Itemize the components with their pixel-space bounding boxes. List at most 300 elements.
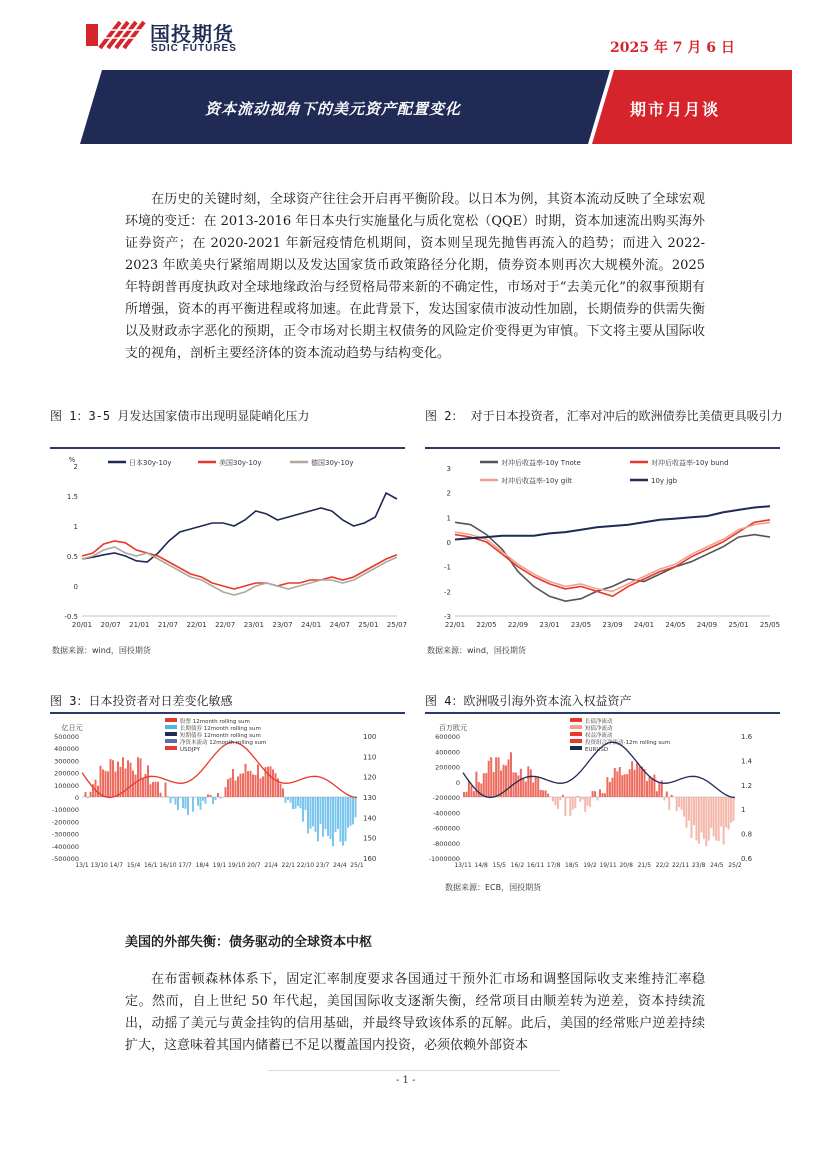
figure-3-rule bbox=[50, 712, 405, 714]
figure-2-caption: 图 2： 对于日本投资者，汇率对冲后的欧洲债券比美债更具吸引力 bbox=[425, 409, 783, 423]
legend-label: USDJPY bbox=[180, 747, 200, 753]
bar bbox=[225, 787, 227, 797]
y-tick-label: -3 bbox=[444, 613, 451, 621]
y-tick-label: 100000 bbox=[54, 781, 79, 790]
report-title: 资本流动视角下的美元资产配置变化 bbox=[205, 100, 462, 118]
legend-label: 短债净流动 bbox=[585, 726, 613, 732]
bar bbox=[305, 797, 307, 810]
bar bbox=[475, 772, 477, 797]
y-tick-label: 0 bbox=[446, 539, 451, 547]
bar bbox=[195, 797, 197, 798]
bar bbox=[262, 776, 264, 797]
bar bbox=[332, 797, 334, 846]
x-tick-label: 23/7 bbox=[315, 862, 330, 869]
bar bbox=[280, 784, 282, 798]
figure-3-caption: 图 3：日本投资者对日差变化敏感 bbox=[50, 694, 233, 708]
legend-swatch bbox=[165, 718, 177, 722]
x-tick-label: 18/4 bbox=[195, 862, 210, 869]
bar bbox=[594, 791, 596, 797]
bar bbox=[165, 783, 167, 797]
sdic-logo-mark-icon bbox=[86, 18, 146, 52]
bar bbox=[200, 797, 202, 810]
bar bbox=[557, 797, 559, 809]
bar bbox=[272, 769, 274, 797]
bar bbox=[267, 767, 269, 797]
y-tick-label: 2 bbox=[446, 489, 451, 498]
bar bbox=[242, 773, 244, 797]
bar bbox=[297, 797, 299, 806]
bar bbox=[517, 775, 519, 797]
legend-swatch bbox=[165, 725, 177, 729]
x-tick-label: 25/01 bbox=[728, 621, 749, 629]
bar bbox=[532, 783, 534, 798]
bar bbox=[639, 767, 641, 798]
bar bbox=[611, 778, 613, 797]
bar bbox=[619, 767, 621, 797]
x-tick-label: 21/01 bbox=[129, 621, 150, 629]
bar bbox=[327, 797, 329, 836]
x-tick-label: 22/01 bbox=[186, 621, 207, 629]
bar bbox=[535, 777, 537, 797]
bar bbox=[646, 781, 648, 797]
bar bbox=[257, 765, 259, 797]
bar bbox=[730, 797, 732, 823]
bar bbox=[584, 797, 586, 812]
figure-1-caption: 图 1：3-5 月发达国家债市出现明显陡峭化压力 bbox=[50, 409, 310, 423]
x-tick-label: 19/10 bbox=[228, 862, 246, 869]
x-tick-label: 24/01 bbox=[300, 621, 322, 629]
legend-label: 对冲后收益率-10y Tnote bbox=[501, 459, 581, 467]
bar bbox=[609, 782, 611, 797]
y2-tick-label: 110 bbox=[363, 753, 377, 762]
column-name: 期市月月谈 bbox=[630, 100, 721, 119]
bar bbox=[285, 797, 287, 803]
bar bbox=[355, 797, 357, 817]
series-line bbox=[455, 522, 770, 591]
bar bbox=[175, 797, 177, 805]
bar bbox=[597, 797, 599, 800]
bar bbox=[255, 775, 257, 797]
series-line bbox=[455, 522, 770, 601]
y2-tick-label: 160 bbox=[363, 855, 377, 863]
intro-paragraph: 在历史的关键时刻，全球资产往往会开启再平衡阶段。以日本为例，其资本流动反映了全球宏观环境的变迁：在 2013-2016 年日本央行实施量化与质化宽松（QQE）时期，资本加速流出购买海外证券资产；在 2020-2021 年新冠疫情危机期间，资本则呈现先抛售再流入的趋势；而进入 2022-2023 年欧美央行紧缩周期以及发达国家货币政策路径分化期，债券资本则再次大规模外流。2025 年特朗普再度执政对全球地缘政治与经贸格局带来新的不确定性，市场对于“去美元化”的叙事预期有所增强，资本的再平衡进程或将加速。在此背景下，发达国家债市波动性加剧，长期债券的供需失衡以及财政赤字恶化的预期，正令市场对长期主权债务的风险定价变得更为审慎。下文将主要从国际收支的视角，剖析主要经济体的资本流动趋势与结构变化。 bbox=[125, 192, 705, 361]
bar bbox=[686, 797, 688, 828]
bar bbox=[537, 776, 539, 797]
x-tick-label: 19/11 bbox=[599, 862, 617, 869]
x-tick-label: 25/01 bbox=[358, 621, 379, 629]
bar bbox=[641, 767, 643, 798]
bar bbox=[725, 797, 727, 827]
bar bbox=[683, 797, 685, 817]
bar bbox=[155, 782, 157, 797]
y-tick-label: -800000 bbox=[432, 839, 460, 848]
y-unit-label: 亿日元 bbox=[61, 724, 83, 732]
bar bbox=[170, 797, 172, 803]
bar bbox=[252, 774, 254, 797]
x-tick-label: 21/07 bbox=[157, 621, 179, 629]
bar bbox=[325, 797, 327, 829]
bar bbox=[140, 758, 142, 797]
y-tick-label: -1 bbox=[444, 563, 451, 572]
bar bbox=[180, 797, 182, 798]
bar bbox=[574, 797, 576, 808]
bar bbox=[579, 797, 581, 802]
bar bbox=[147, 765, 149, 797]
y-tick-label: -300000 bbox=[51, 830, 79, 839]
y-tick-label: -0.5 bbox=[64, 613, 78, 621]
bar bbox=[322, 797, 324, 837]
bar bbox=[235, 781, 237, 798]
bar bbox=[710, 797, 712, 828]
x-tick-label: 13/10 bbox=[90, 862, 108, 869]
x-tick-label: 16/2 bbox=[510, 862, 525, 869]
x-tick-label: 21/5 bbox=[637, 862, 652, 869]
x-tick-label: 13/11 bbox=[454, 862, 472, 869]
x-tick-label: 20/01 bbox=[71, 621, 93, 629]
bar bbox=[162, 797, 164, 798]
y2-tick-label: 100 bbox=[363, 733, 377, 741]
bar bbox=[691, 797, 693, 838]
y2-tick-label: 1.4 bbox=[741, 757, 753, 766]
figure-4-caption: 图 4：欧洲吸引海外资本流入权益资产 bbox=[425, 694, 632, 708]
x-tick-label: 19/1 bbox=[212, 862, 227, 869]
bar bbox=[547, 794, 549, 797]
y-tick-label: -100000 bbox=[51, 806, 79, 815]
logo bbox=[86, 16, 246, 56]
bar bbox=[220, 797, 222, 799]
x-tick-label: 22/11 bbox=[671, 862, 690, 869]
bar bbox=[644, 769, 646, 797]
y-tick-label: 600000 bbox=[435, 733, 460, 741]
legend-swatch bbox=[570, 732, 582, 736]
bar bbox=[592, 791, 594, 797]
bar bbox=[335, 797, 337, 832]
bar bbox=[275, 773, 277, 797]
bar bbox=[192, 797, 194, 812]
logo-chinese-name: 国投期货 bbox=[150, 22, 234, 46]
bar bbox=[182, 797, 184, 808]
bar bbox=[90, 792, 92, 797]
bar bbox=[634, 770, 636, 797]
bar bbox=[85, 792, 87, 797]
x-tick-label: 23/8 bbox=[691, 862, 706, 869]
bar bbox=[522, 779, 524, 797]
bar bbox=[490, 757, 492, 797]
bar bbox=[606, 777, 608, 797]
legend-label: 股票 12month rolling sum bbox=[180, 719, 250, 725]
bar bbox=[160, 793, 162, 797]
legend-swatch bbox=[570, 718, 582, 722]
x-tick-label: 22/10 bbox=[296, 862, 315, 869]
bar bbox=[508, 759, 510, 797]
bar bbox=[493, 772, 495, 797]
bar bbox=[100, 766, 102, 797]
bar bbox=[352, 797, 354, 824]
bar bbox=[485, 773, 487, 797]
bar bbox=[282, 788, 284, 797]
legend-label: 德国30y-10y bbox=[311, 459, 354, 467]
bar bbox=[626, 774, 628, 797]
bar bbox=[87, 797, 89, 798]
x-tick-label: 17/8 bbox=[546, 862, 561, 869]
bar bbox=[217, 793, 219, 797]
x-tick-label: 20/7 bbox=[247, 862, 261, 869]
y2-tick-label: 0.8 bbox=[741, 830, 753, 839]
figure-1-chart bbox=[50, 452, 408, 637]
bar bbox=[202, 797, 204, 801]
bar bbox=[668, 797, 670, 810]
bar bbox=[210, 795, 212, 797]
bar bbox=[505, 766, 507, 798]
bar bbox=[340, 797, 342, 842]
bar bbox=[572, 797, 574, 810]
figure-2-source: 数据来源：wind，国投期货 bbox=[427, 646, 526, 655]
x-tick-label: 22/07 bbox=[215, 621, 236, 629]
report-date: 2025 年 7 月 6 日 bbox=[610, 40, 735, 56]
bar bbox=[112, 760, 114, 797]
bar bbox=[525, 782, 527, 798]
bar bbox=[693, 797, 695, 825]
bar bbox=[498, 757, 500, 797]
bar bbox=[237, 776, 239, 797]
bar bbox=[629, 769, 631, 797]
y-tick-label: 0 bbox=[73, 583, 78, 591]
bar bbox=[270, 766, 272, 797]
bar bbox=[127, 760, 129, 797]
x-tick-label: 17/7 bbox=[178, 862, 192, 869]
legend-label: 美国30y-10y bbox=[219, 459, 262, 467]
legend-swatch bbox=[165, 732, 177, 736]
y-tick-label: -2 bbox=[444, 588, 451, 597]
bar bbox=[614, 768, 616, 797]
bar bbox=[300, 797, 302, 808]
x-tick-label: 16/11 bbox=[526, 862, 545, 869]
x-tick-label: 21/4 bbox=[264, 862, 278, 869]
legend-swatch bbox=[570, 739, 582, 743]
bar bbox=[295, 797, 297, 809]
figure-1-source: 数据来源：wind，国投期货 bbox=[52, 646, 151, 655]
x-tick-label: 24/5 bbox=[710, 862, 724, 869]
bar bbox=[130, 763, 132, 797]
x-tick-label: 23/01 bbox=[243, 621, 264, 629]
legend-label: 10y jgb bbox=[651, 477, 678, 485]
bar bbox=[681, 797, 683, 810]
bar bbox=[245, 764, 247, 797]
x-tick-label: 15/5 bbox=[492, 862, 507, 869]
bar bbox=[478, 782, 480, 797]
y2-tick-label: 120 bbox=[363, 773, 377, 782]
y2-tick-label: 0.6 bbox=[741, 855, 753, 863]
series-line bbox=[82, 493, 397, 562]
bar bbox=[599, 789, 601, 797]
bar bbox=[207, 794, 209, 797]
x-tick-label: 23/09 bbox=[602, 621, 623, 629]
logo-english-name: SDIC FUTURES bbox=[151, 43, 237, 54]
bar bbox=[520, 769, 522, 797]
x-tick-label: 24/07 bbox=[329, 621, 350, 629]
x-tick-label: 16/1 bbox=[144, 862, 158, 869]
bar bbox=[483, 773, 485, 797]
bar bbox=[240, 774, 242, 797]
bar bbox=[577, 796, 579, 797]
bar bbox=[542, 790, 544, 797]
bar bbox=[312, 797, 314, 826]
y2-tick-label: 150 bbox=[363, 834, 377, 843]
x-tick-label: 22/05 bbox=[476, 621, 497, 629]
bar bbox=[230, 778, 232, 797]
y-tick-label: -400000 bbox=[51, 842, 79, 851]
bar bbox=[345, 797, 347, 841]
bar bbox=[105, 771, 107, 797]
bar bbox=[723, 797, 725, 844]
y-tick-label: 500000 bbox=[54, 733, 79, 741]
bar bbox=[347, 797, 349, 828]
bar bbox=[530, 769, 532, 797]
x-tick-label: 24/4 bbox=[333, 862, 347, 869]
bar bbox=[466, 792, 468, 797]
bar bbox=[473, 791, 475, 797]
y-tick-label: 300000 bbox=[54, 757, 79, 766]
bar bbox=[688, 797, 690, 821]
y-tick-label: -600000 bbox=[432, 824, 460, 833]
bar bbox=[715, 797, 717, 840]
bar bbox=[287, 797, 289, 800]
x-tick-label: 20/8 bbox=[619, 862, 633, 869]
bar bbox=[658, 782, 660, 797]
bar bbox=[317, 797, 319, 841]
bar bbox=[582, 797, 584, 800]
bar bbox=[495, 757, 497, 797]
bar bbox=[350, 797, 352, 826]
bar bbox=[631, 761, 633, 797]
bar bbox=[110, 759, 112, 797]
legend-label: 对冲后收益率-10y gilt bbox=[501, 477, 572, 485]
bar bbox=[307, 797, 309, 833]
bar bbox=[167, 796, 169, 797]
bar bbox=[310, 797, 312, 829]
y-tick-label: 1.5 bbox=[66, 493, 78, 501]
y-unit-label: % bbox=[68, 456, 76, 464]
bar bbox=[678, 797, 680, 807]
x-tick-label: 22/1 bbox=[281, 862, 295, 869]
bar bbox=[185, 797, 187, 809]
page-number: - 1 - bbox=[396, 1075, 416, 1086]
y-tick-label: 0 bbox=[74, 794, 79, 802]
x-tick-label: 14/8 bbox=[474, 862, 488, 869]
legend-swatch bbox=[570, 725, 582, 729]
figure-4-rule bbox=[425, 712, 780, 714]
y-tick-label: 400000 bbox=[435, 748, 460, 757]
bar bbox=[708, 797, 710, 841]
bar bbox=[663, 797, 665, 801]
legend-label: 净资本流动 12month rolling sum bbox=[180, 740, 267, 746]
y-tick-label: 3 bbox=[446, 465, 451, 473]
bar bbox=[651, 779, 653, 797]
bar bbox=[559, 797, 561, 800]
bar bbox=[671, 795, 673, 797]
legend-label: 权益净流动 bbox=[585, 733, 613, 739]
footer-rule bbox=[268, 1070, 560, 1071]
bar bbox=[292, 797, 294, 809]
figure-4-source: 数据来源：ECB，国投期货 bbox=[445, 883, 542, 892]
y-tick-label: 200000 bbox=[54, 769, 79, 778]
bar bbox=[624, 774, 626, 797]
bar bbox=[137, 757, 139, 797]
legend-swatch bbox=[165, 746, 177, 750]
bar bbox=[587, 797, 589, 806]
legend-swatch bbox=[165, 739, 177, 743]
figure-4-chart bbox=[425, 716, 780, 876]
bar bbox=[142, 779, 144, 797]
x-tick-label: 24/01 bbox=[633, 621, 655, 629]
legend-label: 长债净流动 bbox=[585, 719, 613, 725]
legend-label: 日本30y-10y bbox=[129, 459, 172, 467]
y2-tick-label: 130 bbox=[363, 794, 377, 802]
x-tick-label: 25/1 bbox=[350, 862, 364, 869]
x-tick-label: 22/2 bbox=[655, 862, 670, 869]
figure-2-rule bbox=[425, 447, 780, 449]
bar bbox=[212, 797, 214, 804]
bar bbox=[125, 769, 127, 798]
x-tick-label: 25/05 bbox=[759, 621, 781, 629]
x-tick-label: 23/05 bbox=[570, 621, 592, 629]
series-line bbox=[455, 520, 770, 597]
legend-label: 投资组合净流动-12m rolling sum bbox=[585, 740, 671, 746]
bar bbox=[700, 797, 702, 833]
series-line bbox=[455, 506, 770, 539]
y-unit-label: 百万欧元 bbox=[439, 724, 467, 732]
legend-label: 长期债券 12month rolling sum bbox=[180, 726, 261, 732]
bar bbox=[150, 784, 152, 797]
bar bbox=[197, 797, 199, 806]
y-tick-label: -1000000 bbox=[428, 855, 460, 863]
bar bbox=[540, 790, 542, 797]
bar bbox=[342, 797, 344, 846]
bar bbox=[468, 782, 470, 797]
bar bbox=[718, 797, 720, 841]
y2-tick-label: 1 bbox=[741, 806, 746, 815]
bar bbox=[728, 797, 730, 829]
y-tick-label: 2 bbox=[73, 463, 78, 471]
y-tick-label: -200000 bbox=[432, 794, 460, 802]
bar bbox=[320, 797, 322, 824]
y-tick-label: -400000 bbox=[432, 809, 460, 818]
y2-tick-label: 140 bbox=[363, 814, 377, 823]
bar bbox=[107, 771, 109, 797]
bar bbox=[172, 797, 174, 798]
bar bbox=[260, 778, 262, 797]
bar bbox=[135, 775, 137, 797]
bar bbox=[656, 791, 658, 797]
x-tick-label: 25/07 bbox=[386, 621, 408, 629]
bar bbox=[555, 797, 557, 806]
bar bbox=[636, 763, 638, 797]
legend-label: 短期债券 12month rolling sum bbox=[180, 733, 261, 739]
bar bbox=[515, 773, 517, 798]
x-tick-label: 14/7 bbox=[109, 862, 124, 869]
section-heading: 美国的外部失衡：债务驱动的全球资本中枢 bbox=[125, 935, 373, 950]
bar bbox=[232, 769, 234, 797]
x-tick-label: 23/01 bbox=[539, 621, 560, 629]
bar bbox=[117, 762, 119, 797]
x-tick-label: 18/5 bbox=[565, 862, 579, 869]
bar bbox=[653, 775, 655, 797]
bar bbox=[695, 797, 697, 841]
x-tick-label: 19/2 bbox=[583, 862, 597, 869]
bar bbox=[205, 797, 207, 804]
bar bbox=[470, 786, 472, 797]
x-tick-label: 13/1 bbox=[75, 862, 89, 869]
